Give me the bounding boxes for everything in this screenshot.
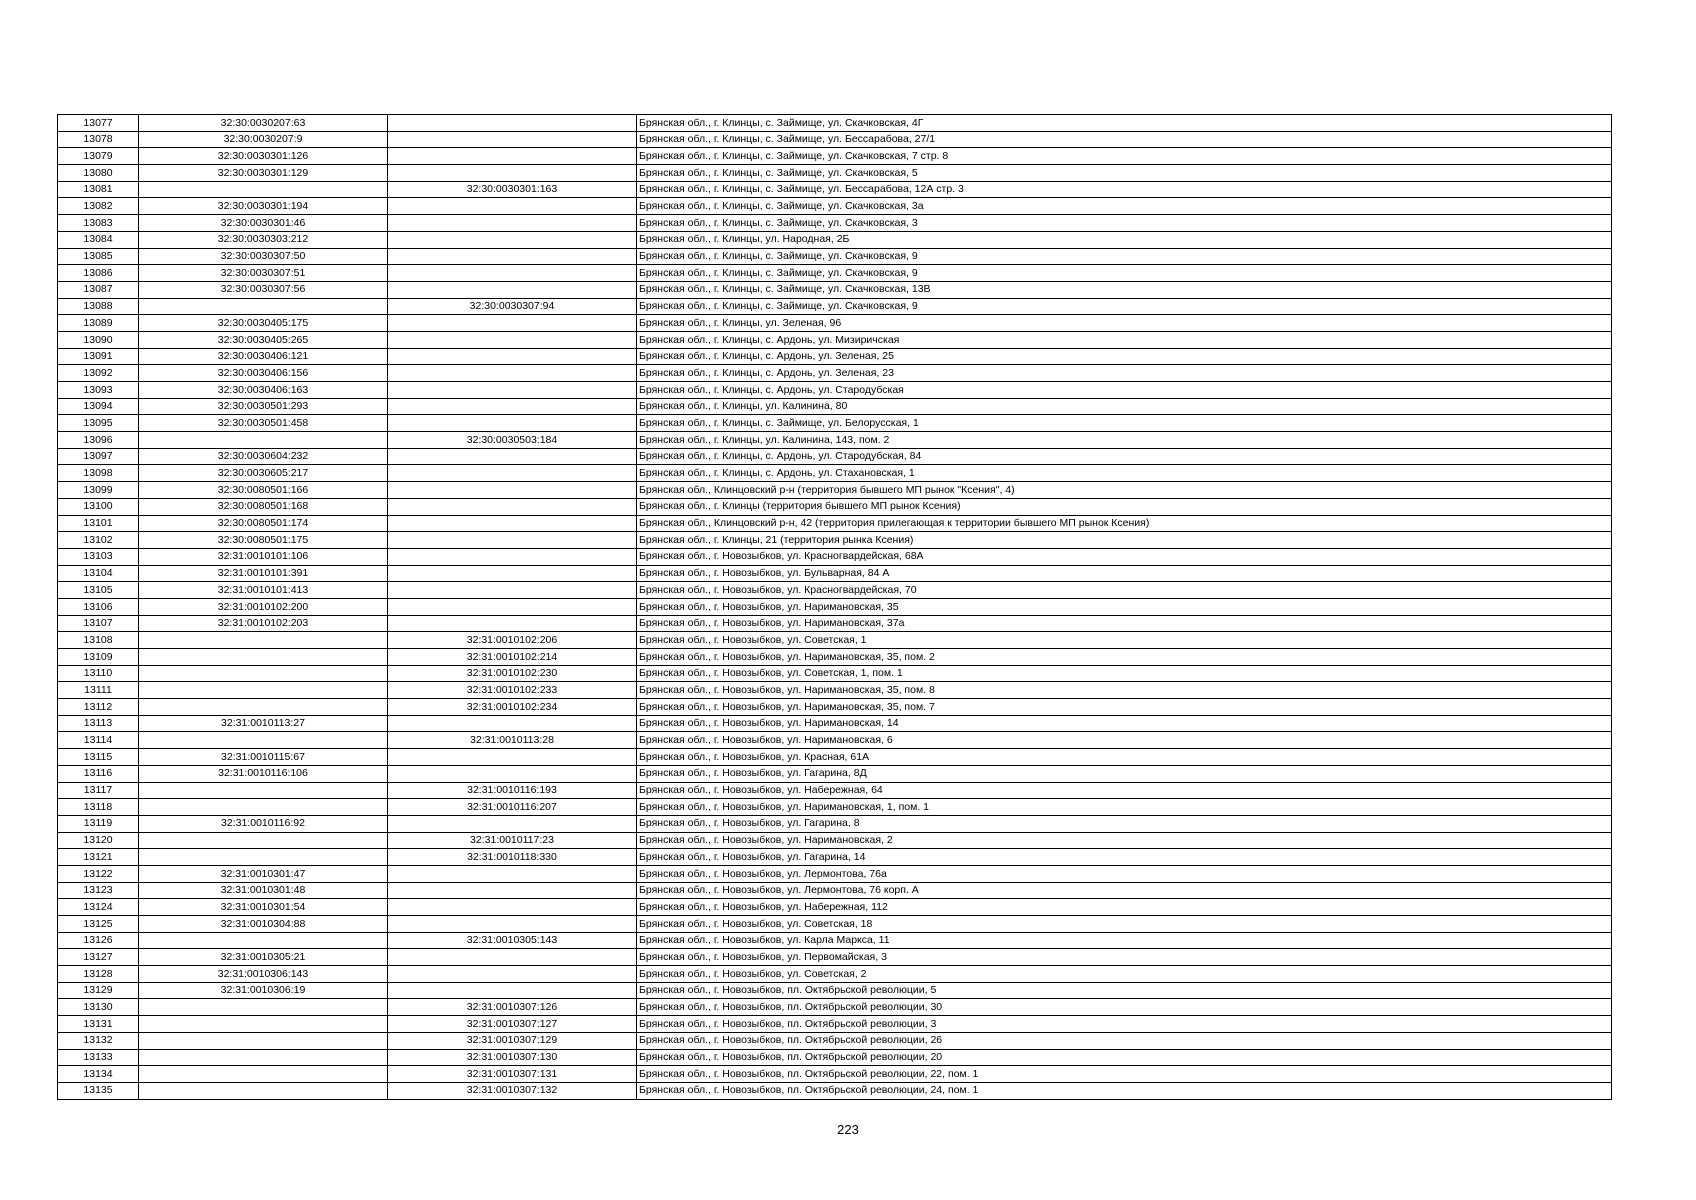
cadastral-number-alt-cell: 32:30:0030503:184 [388,432,637,449]
cadastral-number-alt-cell [388,382,637,399]
row-number-cell: 13119 [58,815,139,832]
cadastral-number-alt-cell: 32:31:0010102:230 [388,665,637,682]
cadastral-number-cell: 32:30:0030207:63 [139,115,388,132]
cadastral-number-alt-cell: 32:31:0010102:234 [388,699,637,716]
row-number-cell: 13077 [58,115,139,132]
address-cell: Брянская обл., г. Новозыбков, пл. Октябрьской революции, 24, пом. 1 [637,1082,1612,1099]
row-number-cell: 13079 [58,148,139,165]
cadastral-number-cell: 32:30:0030406:121 [139,348,388,365]
row-number-cell: 13090 [58,331,139,348]
address-cell: Брянская обл., г. Новозыбков, ул. Первомайская, 3 [637,949,1612,966]
table-row [58,498,1612,515]
cadastral-number-cell [139,1066,388,1083]
address-cell: Брянская обл., г. Новозыбков, пл. Октябрьской революции, 30 [637,999,1612,1016]
cadastral-number-alt-cell [388,148,637,165]
address-cell: Брянская обл., г. Клинцы, 21 (территория рынка Ксения) [637,532,1612,549]
row-number-cell: 13127 [58,949,139,966]
table-row [58,598,1612,615]
row-number-cell: 13121 [58,849,139,866]
address-cell: Брянская обл., г. Новозыбков, ул. Красногвардейская, 68А [637,548,1612,565]
row-number-cell: 13082 [58,198,139,215]
cadastral-number-cell [139,732,388,749]
cadastral-number-alt-cell: 32:31:0010305:143 [388,932,637,949]
table-row [58,1032,1612,1049]
address-cell: Брянская обл., г. Новозыбков, пл. Октябрьской революции, 20 [637,1049,1612,1066]
table-row [58,298,1612,315]
row-number-cell: 13100 [58,498,139,515]
address-cell: Брянская обл., г. Клинцы, ул. Калинина, 143, пом. 2 [637,432,1612,449]
address-cell: Брянская обл., г. Клинцы, с. Займище, ул. Бессарабова, 27/1 [637,131,1612,148]
row-number-cell: 13114 [58,732,139,749]
address-cell: Брянская обл., г. Новозыбков, пл. Октябрьской революции, 26 [637,1032,1612,1049]
row-number-cell: 13095 [58,415,139,432]
cadastral-number-alt-cell: 32:31:0010307:131 [388,1066,637,1083]
cadastral-number-cell [139,1032,388,1049]
cadastral-number-alt-cell: 32:31:0010116:193 [388,782,637,799]
address-cell: Брянская обл., г. Клинцы, с. Ардонь, ул. Мизиричская [637,331,1612,348]
cadastral-number-alt-cell: 32:31:0010117:23 [388,832,637,849]
row-number-cell: 13096 [58,432,139,449]
table-row [58,865,1612,882]
row-number-cell: 13084 [58,231,139,248]
cadastral-number-cell: 32:31:0010113:27 [139,715,388,732]
cadastral-number-alt-cell: 32:31:0010307:132 [388,1082,637,1099]
address-cell: Брянская обл., г. Клинцы, с. Займище, ул. Бессарабова, 12А стр. 3 [637,181,1612,198]
table-row [58,482,1612,499]
cadastral-number-alt-cell [388,115,637,132]
cadastral-number-cell: 32:30:0030301:46 [139,215,388,232]
cadastral-number-alt-cell [388,165,637,182]
page-number: 223 [837,1122,859,1137]
cadastral-number-cell: 32:30:0080501:166 [139,482,388,499]
table-row [58,315,1612,332]
cadastral-number-cell [139,298,388,315]
cadastral-number-alt-cell [388,498,637,515]
row-number-cell: 13120 [58,832,139,849]
cadastral-number-cell: 32:31:0010304:88 [139,916,388,933]
cadastral-number-alt-cell [388,615,637,632]
table-row [58,465,1612,482]
table-row [58,799,1612,816]
cadastral-number-alt-cell [388,565,637,582]
table-row [58,331,1612,348]
address-cell: Брянская обл., г. Клинцы, с. Займище, ул. Скачковская, 13В [637,281,1612,298]
table-row [58,131,1612,148]
address-cell: Брянская обл., г. Новозыбков, ул. Лермонтова, 76 корп. А [637,882,1612,899]
row-number-cell: 13097 [58,448,139,465]
table-row [58,215,1612,232]
address-cell: Брянская обл., г. Новозыбков, пл. Октябрьской революции, 3 [637,1016,1612,1033]
address-cell: Брянская обл., г. Новозыбков, ул. Наримановская, 6 [637,732,1612,749]
address-cell: Брянская обл., г. Новозыбков, ул. Бульварная, 84 А [637,565,1612,582]
row-number-cell: 13089 [58,315,139,332]
cadastral-number-cell [139,1016,388,1033]
table-row [58,632,1612,649]
table-row [58,982,1612,999]
address-cell: Брянская обл., г. Клинцы, с. Займище, ул. Скачковская, 3 [637,215,1612,232]
row-number-cell: 13132 [58,1032,139,1049]
table-row [58,999,1612,1016]
row-number-cell: 13108 [58,632,139,649]
row-number-cell: 13129 [58,982,139,999]
cadastral-number-alt-cell [388,415,637,432]
row-number-cell: 13131 [58,1016,139,1033]
cadastral-number-cell: 32:30:0030405:175 [139,315,388,332]
row-number-cell: 13087 [58,281,139,298]
row-number-cell: 13101 [58,515,139,532]
address-cell: Брянская обл., г. Клинцы, с. Ардонь, ул. Стародубская [637,382,1612,399]
address-cell: Брянская обл., г. Новозыбков, ул. Гагарина, 8 [637,815,1612,832]
table-row [58,248,1612,265]
cadastral-number-cell [139,832,388,849]
table-row [58,966,1612,983]
row-number-cell: 13106 [58,598,139,615]
address-cell: Брянская обл., г. Новозыбков, ул. Советская, 18 [637,916,1612,933]
row-number-cell: 13116 [58,765,139,782]
row-number-cell: 13092 [58,365,139,382]
table-row [58,849,1612,866]
table-row [58,1049,1612,1066]
address-cell: Брянская обл., г. Новозыбков, ул. Наримановская, 1, пом. 1 [637,799,1612,816]
cadastral-number-cell: 32:31:0010306:143 [139,966,388,983]
row-number-cell: 13124 [58,899,139,916]
cadastral-number-cell: 32:30:0030406:163 [139,382,388,399]
cadastral-number-alt-cell [388,966,637,983]
row-number-cell: 13078 [58,131,139,148]
table-row [58,432,1612,449]
cadastral-number-alt-cell [388,715,637,732]
table-row [58,281,1612,298]
address-cell: Брянская обл., г. Новозыбков, ул. Гагарина, 8Д [637,765,1612,782]
cadastral-number-cell: 32:30:0080501:174 [139,515,388,532]
cadastral-number-alt-cell: 32:30:0030307:94 [388,298,637,315]
table-row [58,899,1612,916]
row-number-cell: 13093 [58,382,139,399]
cadastral-number-alt-cell [388,949,637,966]
address-cell: Брянская обл., г. Новозыбков, ул. Набережная, 112 [637,899,1612,916]
cadastral-number-alt-cell [388,548,637,565]
cadastral-number-alt-cell: 32:31:0010102:206 [388,632,637,649]
cadastral-number-alt-cell [388,982,637,999]
cadastral-number-alt-cell: 32:31:0010116:207 [388,799,637,816]
cadastral-number-alt-cell [388,865,637,882]
cadastral-number-cell [139,632,388,649]
table-row [58,365,1612,382]
cadastral-number-cell [139,849,388,866]
cadastral-number-alt-cell [388,882,637,899]
table-row [58,265,1612,282]
address-cell: Брянская обл., г. Клинцы, с. Займище, ул. Белорусская, 1 [637,415,1612,432]
cadastral-number-cell [139,1082,388,1099]
address-cell: Брянская обл., г. Клинцы, с. Ардонь, ул. Зеленая, 23 [637,365,1612,382]
table-row [58,649,1612,666]
table-row [58,532,1612,549]
cadastral-number-cell: 32:30:0030307:51 [139,265,388,282]
cadastral-number-cell [139,665,388,682]
address-cell: Брянская обл., г. Новозыбков, ул. Наримановская, 35 [637,598,1612,615]
cadastral-number-alt-cell: 32:31:0010113:28 [388,732,637,749]
table-row [58,181,1612,198]
cadastral-number-alt-cell [388,448,637,465]
cadastral-number-alt-cell [388,532,637,549]
table-row [58,815,1612,832]
cadastral-number-cell [139,682,388,699]
cadastral-number-alt-cell [388,265,637,282]
row-number-cell: 13112 [58,699,139,716]
table-row [58,949,1612,966]
cadastral-number-cell [139,649,388,666]
cadastral-number-alt-cell: 32:31:0010118:330 [388,849,637,866]
cadastral-number-alt-cell [388,815,637,832]
cadastral-number-cell: 32:30:0030406:156 [139,365,388,382]
cadastral-number-alt-cell [388,598,637,615]
row-number-cell: 13118 [58,799,139,816]
cadastral-number-alt-cell [388,248,637,265]
row-number-cell: 13086 [58,265,139,282]
cadastral-number-cell: 32:30:0030307:50 [139,248,388,265]
address-cell: Брянская обл., г. Клинцы, ул. Зеленая, 96 [637,315,1612,332]
cadastral-number-alt-cell [388,465,637,482]
cadastral-number-alt-cell [388,582,637,599]
cadastral-number-alt-cell: 32:31:0010102:214 [388,649,637,666]
cadastral-number-cell: 32:30:0030604:232 [139,448,388,465]
cadastral-number-cell: 32:31:0010102:200 [139,598,388,615]
row-number-cell: 13110 [58,665,139,682]
row-number-cell: 13133 [58,1049,139,1066]
cadastral-number-cell: 32:30:0030501:293 [139,398,388,415]
row-number-cell: 13091 [58,348,139,365]
table-row [58,165,1612,182]
address-cell: Брянская обл., г. Новозыбков, ул. Советская, 2 [637,966,1612,983]
row-number-cell: 13109 [58,649,139,666]
cadastral-number-cell: 32:31:0010116:106 [139,765,388,782]
cadastral-number-cell: 32:31:0010305:21 [139,949,388,966]
table-row [58,348,1612,365]
table-row [58,448,1612,465]
address-cell: Брянская обл., г. Клинцы, с. Займище, ул. Скачковская, 7 стр. 8 [637,148,1612,165]
row-number-cell: 13122 [58,865,139,882]
cadastral-number-alt-cell [388,765,637,782]
table-row [58,732,1612,749]
cadastral-number-alt-cell: 32:31:0010307:130 [388,1049,637,1066]
property-table-body [58,115,1612,1100]
table-row [58,682,1612,699]
address-cell: Брянская обл., г. Клинцы, с. Ардонь, ул. Зеленая, 25 [637,348,1612,365]
cadastral-number-cell: 32:31:0010101:106 [139,548,388,565]
address-cell: Брянская обл., г. Клинцы, с. Займище, ул. Скачковская, 3а [637,198,1612,215]
table-row [58,1082,1612,1099]
row-number-cell: 13098 [58,465,139,482]
cadastral-number-alt-cell: 32:31:0010307:127 [388,1016,637,1033]
address-cell: Брянская обл., г. Новозыбков, ул. Наримановская, 37а [637,615,1612,632]
cadastral-number-alt-cell [388,398,637,415]
cadastral-number-cell: 32:30:0030501:458 [139,415,388,432]
cadastral-number-alt-cell: 32:31:0010307:129 [388,1032,637,1049]
address-cell: Брянская обл., Клинцовский р-н (территория бывшего МП рынок "Ксения", 4) [637,482,1612,499]
row-number-cell: 13130 [58,999,139,1016]
address-cell: Брянская обл., г. Новозыбков, ул. Наримановская, 35, пом. 8 [637,682,1612,699]
cadastral-number-alt-cell [388,281,637,298]
cadastral-number-alt-cell: 32:30:0030301:163 [388,181,637,198]
cadastral-number-cell: 32:30:0030605:217 [139,465,388,482]
cadastral-number-cell [139,932,388,949]
cadastral-number-alt-cell [388,365,637,382]
property-table [57,114,1612,1100]
table-row [58,548,1612,565]
row-number-cell: 13103 [58,548,139,565]
row-number-cell: 13134 [58,1066,139,1083]
row-number-cell: 13125 [58,916,139,933]
cadastral-number-cell [139,782,388,799]
row-number-cell: 13123 [58,882,139,899]
row-number-cell: 13094 [58,398,139,415]
cadastral-number-cell [139,432,388,449]
cadastral-number-cell: 32:31:0010301:47 [139,865,388,882]
address-cell: Брянская обл., г. Клинцы, с. Ардонь, ул. Стародубская, 84 [637,448,1612,465]
address-cell: Брянская обл., г. Клинцы, с. Займище, ул. Скачковская, 4Г [637,115,1612,132]
cadastral-number-cell [139,699,388,716]
address-cell: Брянская обл., г. Клинцы, ул. Калинина, 80 [637,398,1612,415]
address-cell: Брянская обл., Клинцовский р-н, 42 (территория прилегающая к территории бывшего МП рынок Ксения) [637,515,1612,532]
address-cell: Брянская обл., г. Клинцы, с. Займище, ул. Скачковская, 5 [637,165,1612,182]
cadastral-number-cell: 32:31:0010116:92 [139,815,388,832]
cadastral-number-alt-cell [388,331,637,348]
cadastral-number-alt-cell [388,515,637,532]
address-cell: Брянская обл., г. Новозыбков, ул. Наримановская, 35, пом. 2 [637,649,1612,666]
cadastral-number-alt-cell [388,916,637,933]
address-cell: Брянская обл., г. Новозыбков, ул. Красная, 61А [637,749,1612,766]
table-row [58,916,1612,933]
row-number-cell: 13102 [58,532,139,549]
cadastral-number-cell: 32:30:0080501:175 [139,532,388,549]
table-row [58,582,1612,599]
cadastral-number-cell [139,999,388,1016]
address-cell: Брянская обл., г. Новозыбков, ул. Наримановская, 2 [637,832,1612,849]
table-row [58,765,1612,782]
cadastral-number-alt-cell [388,482,637,499]
table-row [58,565,1612,582]
table-row [58,1066,1612,1083]
cadastral-number-alt-cell [388,899,637,916]
address-cell: Брянская обл., г. Новозыбков, ул. Красногвардейская, 70 [637,582,1612,599]
table-row [58,382,1612,399]
cadastral-number-alt-cell [388,198,637,215]
table-row [58,1016,1612,1033]
row-number-cell: 13115 [58,749,139,766]
cadastral-number-cell: 32:31:0010101:413 [139,582,388,599]
address-cell: Брянская обл., г. Новозыбков, ул. Карла Маркса, 11 [637,932,1612,949]
cadastral-number-alt-cell: 32:31:0010102:233 [388,682,637,699]
cadastral-number-cell [139,181,388,198]
address-cell: Брянская обл., г. Новозыбков, ул. Гагарина, 14 [637,849,1612,866]
address-cell: Брянская обл., г. Клинцы, с. Займище, ул. Скачковская, 9 [637,265,1612,282]
row-number-cell: 13083 [58,215,139,232]
address-cell: Брянская обл., г. Клинцы, с. Займище, ул. Скачковская, 9 [637,298,1612,315]
cadastral-number-cell: 32:30:0030301:129 [139,165,388,182]
row-number-cell: 13105 [58,582,139,599]
cadastral-number-cell: 32:31:0010301:54 [139,899,388,916]
table-row [58,398,1612,415]
table-row [58,415,1612,432]
cadastral-number-alt-cell [388,348,637,365]
row-number-cell: 13081 [58,181,139,198]
cadastral-number-cell: 32:30:0030405:265 [139,331,388,348]
cadastral-number-cell: 32:30:0030301:126 [139,148,388,165]
table-row [58,782,1612,799]
row-number-cell: 13107 [58,615,139,632]
cadastral-number-cell: 32:31:0010115:67 [139,749,388,766]
table-row [58,231,1612,248]
cadastral-number-cell: 32:30:0080501:168 [139,498,388,515]
cadastral-number-cell: 32:31:0010102:203 [139,615,388,632]
cadastral-number-cell [139,799,388,816]
table-row [58,715,1612,732]
address-cell: Брянская обл., г. Новозыбков, ул. Наримановская, 14 [637,715,1612,732]
cadastral-number-alt-cell [388,231,637,248]
table-row [58,749,1612,766]
table-row [58,198,1612,215]
table-row [58,115,1612,132]
cadastral-number-alt-cell [388,215,637,232]
row-number-cell: 13104 [58,565,139,582]
row-number-cell: 13126 [58,932,139,949]
row-number-cell: 13113 [58,715,139,732]
table-row [58,615,1612,632]
address-cell: Брянская обл., г. Новозыбков, пл. Октябрьской революции, 5 [637,982,1612,999]
address-cell: Брянская обл., г. Новозыбков, ул. Набережная, 64 [637,782,1612,799]
cadastral-number-cell [139,1049,388,1066]
row-number-cell: 13117 [58,782,139,799]
address-cell: Брянская обл., г. Новозыбков, пл. Октябрьской революции, 22, пом. 1 [637,1066,1612,1083]
row-number-cell: 13135 [58,1082,139,1099]
table-row [58,832,1612,849]
address-cell: Брянская обл., г. Новозыбков, ул. Наримановская, 35, пом. 7 [637,699,1612,716]
cadastral-number-alt-cell [388,749,637,766]
cadastral-number-alt-cell: 32:31:0010307:126 [388,999,637,1016]
address-cell: Брянская обл., г. Клинцы (территория бывшего МП рынок Ксения) [637,498,1612,515]
row-number-cell: 13088 [58,298,139,315]
cadastral-number-cell: 32:31:0010301:48 [139,882,388,899]
address-cell: Брянская обл., г. Клинцы, ул. Народная, 2Б [637,231,1612,248]
row-number-cell: 13128 [58,966,139,983]
cadastral-number-cell: 32:31:0010101:391 [139,565,388,582]
table-row [58,665,1612,682]
table-row [58,932,1612,949]
cadastral-number-cell: 32:31:0010306:19 [139,982,388,999]
cadastral-number-cell: 32:30:0030207:9 [139,131,388,148]
row-number-cell: 13099 [58,482,139,499]
table-row [58,515,1612,532]
cadastral-number-cell: 32:30:0030303:212 [139,231,388,248]
cadastral-number-cell: 32:30:0030307:56 [139,281,388,298]
table-row [58,882,1612,899]
address-cell: Брянская обл., г. Клинцы, с. Займище, ул. Скачковская, 9 [637,248,1612,265]
row-number-cell: 13111 [58,682,139,699]
table-row [58,148,1612,165]
address-cell: Брянская обл., г. Новозыбков, ул. Советская, 1, пом. 1 [637,665,1612,682]
table-row [58,699,1612,716]
address-cell: Брянская обл., г. Новозыбков, ул. Лермонтова, 76а [637,865,1612,882]
cadastral-number-alt-cell [388,131,637,148]
address-cell: Брянская обл., г. Клинцы, с. Ардонь, ул. Стахановская, 1 [637,465,1612,482]
cadastral-number-cell: 32:30:0030301:194 [139,198,388,215]
row-number-cell: 13085 [58,248,139,265]
row-number-cell: 13080 [58,165,139,182]
address-cell: Брянская обл., г. Новозыбков, ул. Советская, 1 [637,632,1612,649]
cadastral-number-alt-cell [388,315,637,332]
